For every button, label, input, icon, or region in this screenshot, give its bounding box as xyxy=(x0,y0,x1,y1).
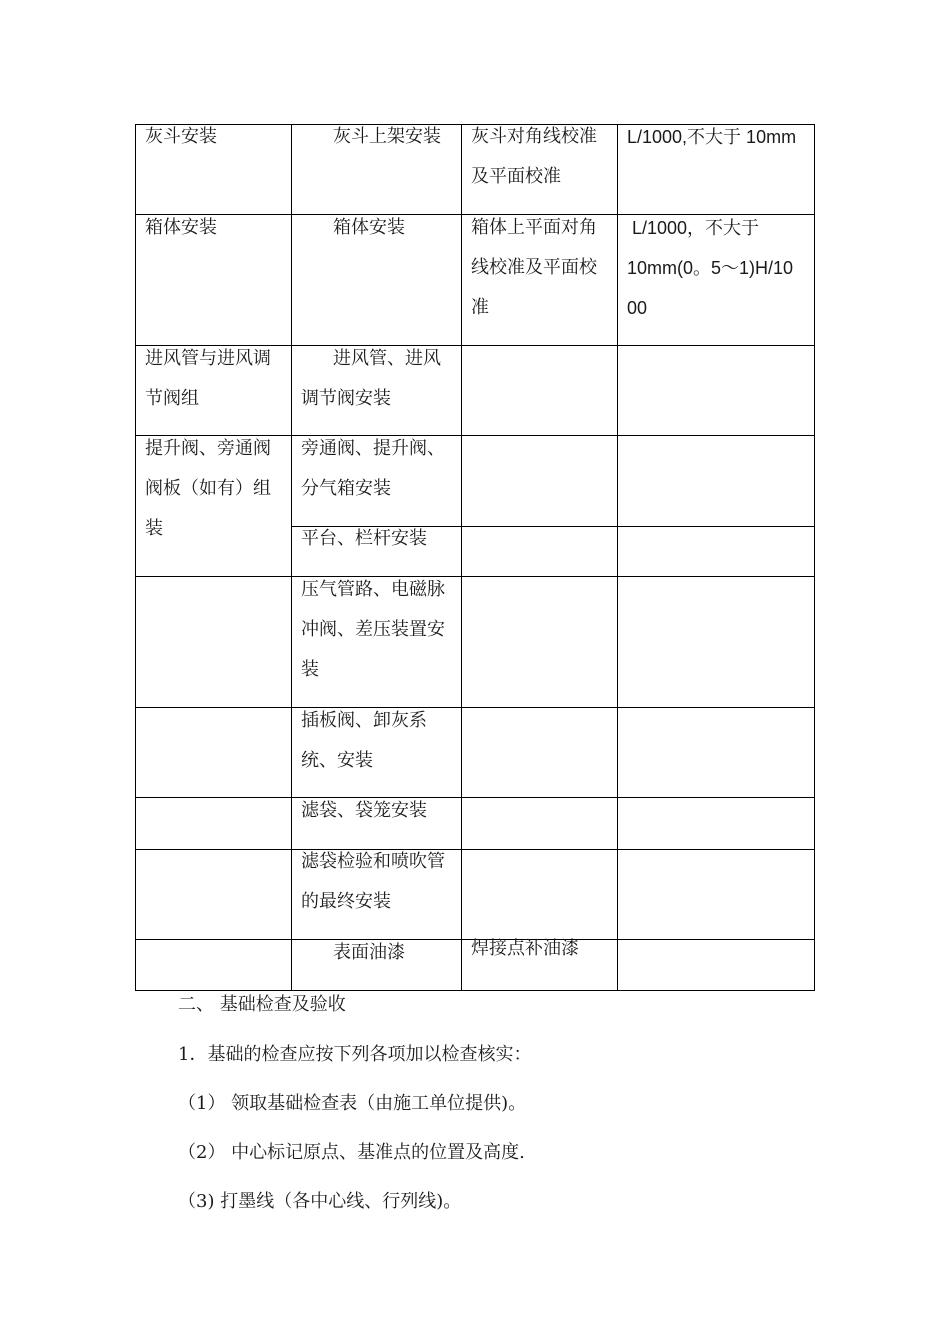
table-col-divider xyxy=(461,124,462,991)
table-row-divider xyxy=(135,797,815,798)
sub-item: （1） 领取基础检查表（由施工单位提供)。 xyxy=(178,1093,527,1114)
table-cell: 箱体安装 xyxy=(145,217,217,238)
table-cell: 进风管与进风调 节阀组 xyxy=(145,348,271,409)
table-col-divider xyxy=(617,124,618,991)
table-row-divider xyxy=(135,576,815,577)
numbered-item: 1．基础的检查应按下列各项加以检查核实： xyxy=(178,1044,532,1065)
table-border-bottom xyxy=(135,990,815,991)
table-cell: L/1000,不大于 10mm xyxy=(627,127,797,147)
table-border-left xyxy=(135,124,136,991)
table-cell: 压气管路、电磁脉 冲阀、差压装置安 装 xyxy=(301,579,445,680)
table-cell: 插板阀、卸灰系 统、安装 xyxy=(301,710,427,771)
table-cell: 灰斗对角线校准 及平面校准 xyxy=(471,126,597,187)
table-cell: 箱体安装 xyxy=(333,217,405,238)
table-cell: 灰斗安装 xyxy=(145,126,217,147)
table-cell: L/1000，不大于 10mm(0。5～1)H/10 00 xyxy=(627,218,794,318)
table-row-divider xyxy=(135,707,815,708)
table-cell: 滤袋、袋笼安装 xyxy=(301,800,427,821)
table-border-right xyxy=(814,124,815,991)
table-cell: 进风管、进风 调节阀安装 xyxy=(301,348,441,409)
table-cell: 表面油漆 xyxy=(333,942,405,963)
table-col-divider xyxy=(291,124,292,991)
table-row-divider xyxy=(135,849,815,850)
table-cell: 旁通阀、提升阀、 分气箱安装 xyxy=(301,438,445,499)
table-cell: 滤袋检验和喷吹管 的最终安装 xyxy=(301,851,445,912)
sub-item: （2） 中心标记原点、基准点的位置及高度. xyxy=(178,1142,525,1163)
table-cell: 灰斗上架安装 xyxy=(333,126,441,147)
sub-item: （3) 打墨线（各中心线、行列线)。 xyxy=(178,1191,462,1212)
table-cell: 焊接点补油漆 xyxy=(471,938,579,959)
table-cell: 平台、栏杆安装 xyxy=(301,528,427,549)
table-cell: 箱体上平面对角 线校准及平面校 准 xyxy=(471,217,597,318)
table-cell: 提升阀、旁通阀 阀板（如有）组 装 xyxy=(145,438,271,539)
section-heading: 二、 基础检查及验收 xyxy=(178,994,346,1015)
